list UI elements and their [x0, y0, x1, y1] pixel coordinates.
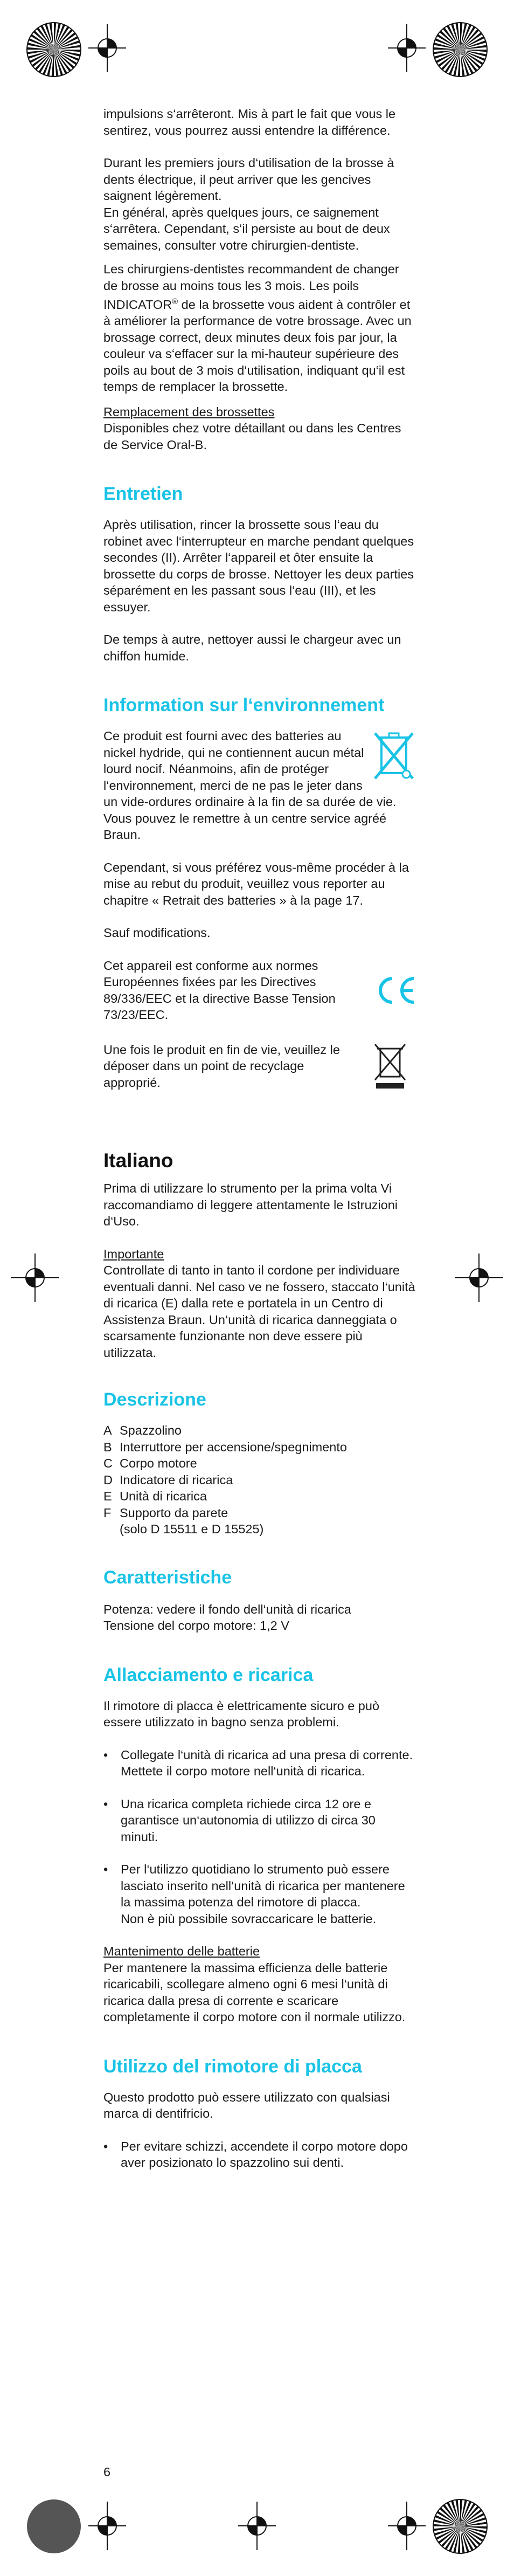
starburst-ray — [458, 2526, 460, 2553]
starburst-ray — [433, 2524, 460, 2526]
crosshair-mark-top-left — [88, 24, 126, 72]
mantenimento-heading: Mantenimento delle batterie — [103, 1944, 260, 1959]
french-section — [103, 106, 416, 2171]
registration-starburst-top-right — [432, 22, 488, 78]
environment-paragraph-1: Ce produit est fourni avec des batteries au nickel hydride, qui ne contiennent aucun métal lourd nocif. Néanmoins, afin de protéger l‘environnement, merci de ne pas le jeter dans un vide-ordures ordinaire à la fin de sa durée de vie. Vous pouvez le remettre à un centre service agréé Braun. — [103, 729, 397, 842]
starburst-ray — [460, 2526, 487, 2529]
weee-block — [103, 728, 416, 843]
part-label: Interruttore per accensione/spegnimento — [120, 1439, 347, 1454]
registration-starburst-bottom-right — [432, 2498, 488, 2554]
crosshair-mark-middle-left — [11, 1253, 59, 1302]
starburst-ray — [460, 50, 487, 52]
importante-heading: Importante — [103, 1246, 164, 1261]
italiano-intro: Prima di utilizzare lo strumento per la prima volta Vi raccomandiamo di leggere attentamente le Istruzioni d‘Uso. — [103, 1181, 398, 1229]
part-letter: D — [103, 1472, 113, 1487]
starburst-ray — [460, 2499, 462, 2526]
utilizzo-heading: Utilizzo del rimotore di placca — [103, 2056, 362, 2077]
list-item: • Collegate l‘unità di ricarica ad una presa di corrente. Mettete il corpo motore nell‘unità di ricarica. — [103, 1747, 416, 1780]
starburst-ray — [458, 50, 460, 77]
part-letter: E — [103, 1489, 112, 1504]
gums-paragraph-2: En général, après quelques jours, ce saignement s‘arrêtera. Cependant, s‘il persiste au bout de deux semaines, consulter votre chirurgien-dentiste. — [103, 205, 390, 252]
crosshair-mark-middle-right — [455, 1253, 503, 1302]
caratteristiche-line-2: Tensione del corpo motore: 1,2 V — [103, 1618, 289, 1633]
allacciamento-intro: Il rimotore di placca è elettricamente sicuro e può essere utilizzato in bagno senza problemi. — [103, 1698, 380, 1730]
recycling-bin-icon — [373, 1043, 407, 1090]
allacciamento-heading: Allacciamento e ricarica — [103, 1664, 314, 1685]
usage-bullet-list — [103, 2138, 416, 2171]
part-label: Unità di ricarica — [120, 1489, 207, 1504]
replacement-heading: Remplacement des brossettes — [103, 404, 275, 419]
indicator-text-a: Les chirurgiens-dentistes recommandent de changer de brosse au moins tous les 3 mois. Les poils INDICATOR — [103, 262, 399, 312]
replacement-text: Disponibles chez votre détaillant ou dans les Centres de Service Oral-B. — [103, 421, 401, 452]
entretien-paragraph-2: De temps à autre, nettoyer aussi le chargeur avec un chiffon humide. — [103, 632, 401, 663]
registration-starburst-top-left — [26, 22, 82, 78]
part-label: Supporto da parete (solo D 15511 e D 15525) — [120, 1505, 264, 1537]
crosshair-mark-top-right — [388, 24, 426, 72]
caratteristiche-heading: Caratteristiche — [103, 1567, 232, 1588]
parts-list — [103, 1422, 416, 1538]
part-label: Indicatore di ricarica — [120, 1472, 233, 1487]
page-number: 6 — [103, 2465, 111, 2479]
part-letter: A — [103, 1423, 112, 1438]
recycle-block — [103, 1042, 416, 1091]
part-label: Spazzolino — [120, 1423, 182, 1438]
environment-paragraph-2: Cependant, si vous préférez vous-même procéder à la mise au rebut du produit, veuillez vous reporter au chapitre « Retrait des batteries » à la page 17. — [103, 860, 409, 907]
conformity-paragraph: Cet appareil est conforme aux normes Européennes fixées par les Directives 89/336/EEC et la directive Basse Tension 73/23/EEC. — [103, 958, 336, 1022]
part-label: Corpo motore — [120, 1456, 197, 1471]
entretien-paragraph-1: Après utilisation, rincer la brossette sous l‘eau du robinet avec l‘interrupteur en marche pendant quelques secondes (II). Arrêter l‘appareil et ôter ensuite la brossette du corps de brosse. Nettoyer les deux parties séparément en les passant sous l‘eau (III), et les essuyer. — [103, 518, 414, 614]
modifications-note: Sauf modifications. — [103, 926, 211, 940]
list-item: • Per l‘utilizzo quotidiano lo strumento può essere lasciato inserito nell‘unità di ricarica per mantenere la massima potenza del rimotore di placca. Non è più possibile sovraccaricare le batterie. — [103, 1861, 416, 1927]
crosshair-mark-bottom-center — [238, 2502, 276, 2550]
environment-heading: Information sur l‘environnement — [103, 695, 385, 716]
crossed-out-bin-icon — [372, 730, 416, 782]
descrizione-heading: Descrizione — [103, 1389, 206, 1410]
part-letter: B — [103, 1439, 112, 1454]
italiano-heading: Italiano — [103, 1149, 173, 1172]
indicator-text-b: de la brossette vous aident à contrôler et à améliorer la performance de votre brossage. Avec un brossage correct, deux minutes deux fois par jour, la couleur va s‘effacer sur la mi-hauteur supérieure des poils au bout de 3 mois d‘utilisation, indiquant qu‘il est temps de remplacer la brossette. — [103, 297, 412, 394]
registration-starburst-bottom-left — [26, 2498, 82, 2554]
gums-paragraph-1: Durant les premiers jours d‘utilisation de la brosse à dents électrique, il peut arriver que les gencives saignent légèrement. — [103, 156, 394, 203]
ce-mark-icon — [373, 975, 416, 1005]
caratteristiche-line-1: Potenza: vedere il fondo dell‘unità di ricarica — [103, 1602, 351, 1616]
ce-block — [103, 958, 416, 1023]
starburst-ray — [460, 23, 462, 50]
indicator-paragraph — [103, 261, 416, 395]
intro-paragraph: impulsions s‘arrêteront. Mis à part le fait que vous le sentirez, vous pourrez aussi entendre la différence. — [103, 107, 396, 137]
list-item: • Una ricarica completa richiede circa 12 ore e garantisce un‘autonomia di utilizzo di circa 30 minuti. — [103, 1796, 416, 1845]
part-letter: C — [103, 1456, 113, 1471]
recycle-paragraph: Une fois le produit en fin de vie, veuillez le déposer dans un point de recyclage approprié. — [103, 1042, 340, 1090]
starburst-ray — [433, 47, 460, 50]
mantenimento-text: Per mantenere la massima efficienza delle batterie ricaricabili, scollegare almeno ogni 6 mesi l‘unità di ricarica dalla presa di corrente e scaricare completamente il corpo motore con il normale utilizzo. — [103, 1960, 406, 2024]
part-letter: F — [103, 1505, 112, 1520]
entretien-heading: Entretien — [103, 484, 183, 505]
crosshair-mark-bottom-right — [388, 2502, 426, 2550]
utilizzo-intro: Questo prodotto può essere utilizzato con qualsiasi marca di dentifricio. — [103, 2090, 390, 2121]
crosshair-mark-bottom-left — [88, 2502, 126, 2550]
importante-text: Controllate di tanto in tanto il cordone per individuare eventuali danni. Nel caso ve ne fossero, staccato l‘unità di ricarica (E) dalla rete e portatela in un Centro di Assistenza Braun. Un‘unità di ricarica danneggiata o scarsamente funzionante non deve essere più utilizzata. — [103, 1263, 415, 1360]
registered-mark: ® — [172, 297, 178, 306]
charging-bullet-list — [103, 1747, 416, 1927]
list-item: • Per evitare schizzi, accendete il corpo motore dopo aver posizionato lo spazzolino sui denti. — [103, 2138, 416, 2171]
